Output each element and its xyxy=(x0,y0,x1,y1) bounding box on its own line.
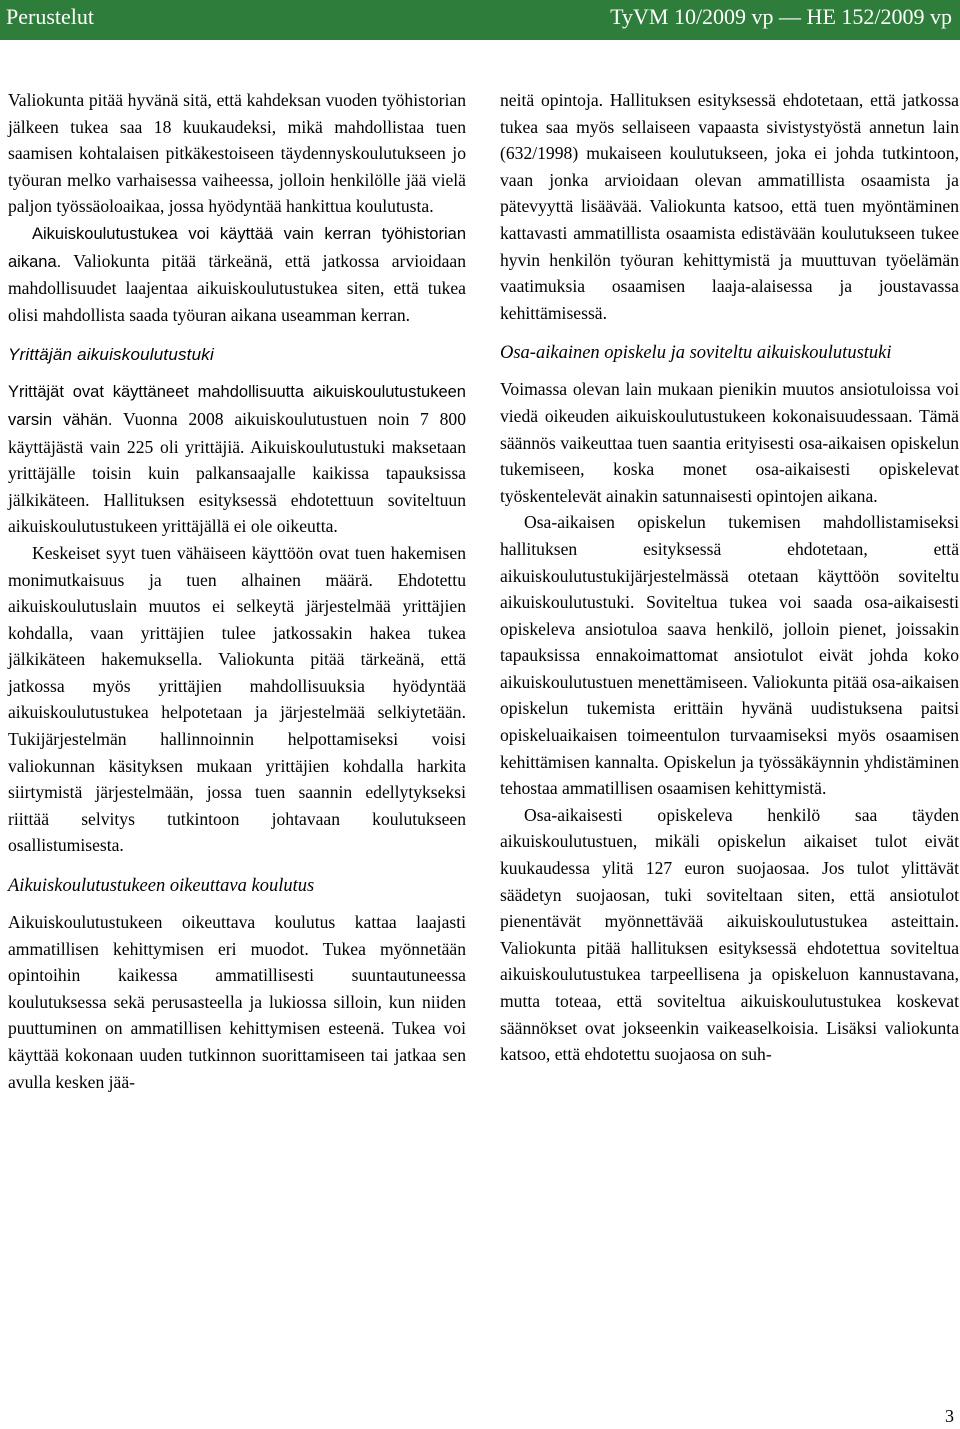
paragraph: Osa-aikaisen opiskelun tukemisen mahdollistamiseksi hallituksen esityksessä ehdotetaan, että aikuiskoulutustukijärjestelmässä otetaan käyttöön soviteltu aikuiskoulutustuki. Soviteltua tukea voi saada osa-aikaisesti opiskeleva ansiotuloa saava henkilö, jolloin pienet, joissakin tapauksissa ennakoimattomat ansiotulot eivät johda koko aikuiskoulutustuen menettämiseen. Valiokunta pitää osa-aikaisen opiskelun tukemista erittäin hyvänä uudistuksena paitsi opiskeluaikaisen toimeentulon turvaamiseksi myös osaamisen kehittämisen kannalta. Opiskelun ja työssäkäynnin yhdistäminen tehostaa ammatillisen osaamisen kehittymistä. xyxy=(500,512,959,799)
section-heading: Osa-aikainen opiskelu ja soviteltu aikuiskoulutustuki xyxy=(500,343,892,364)
paragraph: Valiokunta pitää hyvänä sitä, että kahdeksan vuoden työhistorian jälkeen tukea saa 18 kuukaudeksi, mikä mahdollistaa tuen saamisen kohtalaisen pitkäkestoiseen täydennyskoulutukseen jo työuran melko varhaisessa vaiheessa, jolloin henkilölle jää vielä paljon työssäoloaikaa, jossa hyödyntää hankittua koulutusta. xyxy=(8,90,466,217)
paragraph-text: Vuonna 2008 aikuiskoulutustuen noin 7 800 käyttäjästä vain 225 oli yrittäjiä. Aikuiskoulutustuki maksetaan yrittäjälle toisin kuin palkansaajalle kaikissa tapauksissa jälkikäteen. Hallituksen esityksessä ehdotettuun soviteltuun aikuiskoulutustukeen yrittäjällä ei ole oikeutta. xyxy=(8,408,467,537)
paragraph: Keskeiset syyt tuen vähäiseen käyttöön ovat tuen hakemisen monimutkaisuus ja tuen alhainen määrä. Ehdotettu aikuiskoulutuslain muutos ei selkeytä järjestelmää yrittäjien kohdalla, vaan yrittäjien tulee jatkossakin hakea tukea jälkikäteen hakemuksella. Valiokunta pitää tärkeänä, että jatkossa myös yrittäjien mahdollisuuksia hyödyntää aikuiskoulutustukea helpotetaan ja järjestelmää selkiytetään. Tukijärjestelmän hallinnoinnin helpottamiseksi voisi valiokunnan käsityksen mukaan yrittäjien kohdalla harkita siirtymistä järjestelmään, jossa tuen saannin edellytykseksi riittää selvitys tutkintoon johtavaan koulutukseen osallistumisesta. xyxy=(8,542,466,856)
section-heading: Aikuiskoulutustukeen oikeuttava koulutus xyxy=(8,876,315,897)
paragraph xyxy=(8,378,466,540)
sans-text: Yrittäjät ovat käyttäneet mahdollisuutta aikuiskoulutustukeen varsin vähän. xyxy=(8,383,466,429)
page-number: 3 xyxy=(945,1406,954,1426)
section-label: Perustelut xyxy=(6,4,94,29)
paragraph: Voimassa olevan lain mukaan pienikin muutos ansiotuloissa voi viedä oikeuden aikuiskoulutustukeen kokonaisuudessaan. Tämä säännös vaikeuttaa tuen saantia erityisesti osa-aikaisen opiskelun tukemiseen, koska monet osa-aikaisesti opiskelevat työskentelevät ainakin satunnaisesti opintojen aikana. xyxy=(500,379,959,506)
paragraph xyxy=(8,220,466,328)
sans-text: Aikuiskoulutustukea voi käyttää vain kerran työhistorian aikana. xyxy=(8,224,466,271)
paragraph: Aikuiskoulutustukeen oikeuttava koulutus kattaa laajasti ammatillisen kehittymisen eri muodot. Tukea myönnetään opintoihin kaikessa ammatillisesti suuntautuneessa koulutuksessa sekä perusasteella ja lukiossa silloin, kun niiden puuttuminen on ammatillisen kehittymisen esteenä. Tukea voi käyttää kokonaan uuden tutkinnon suorittamiseen tai jatkaa sen avulla kesken jää- xyxy=(8,912,466,1092)
document-reference: TyVM 10/2009 vp — HE 152/2009 vp xyxy=(610,4,952,29)
page-header xyxy=(0,0,960,40)
right-column xyxy=(500,87,959,1068)
section-heading: Yrittäjän aikuiskoulutustuki xyxy=(8,345,214,365)
paragraph-text: Valiokunta pitää tärkeänä, että jatkossa arvioidaan mahdollisuudet laajentaa aikuiskoulutustukea siten, että tukea olisi mahdollista saada työuran aikana useamman kerran. xyxy=(8,250,466,325)
left-column xyxy=(8,87,466,1095)
paragraph: neitä opintoja. Hallituksen esityksessä ehdotetaan, että jatkossa tukea saa myös sellaiseen vapaasta sivistystyöstä annetun lain (632/1998) mukaiseen koulutukseen, joka ei johda tutkintoon, vaan jonka arvioidaan olevan ammatillista osaamista ja pätevyyttä lisäävää. Valiokunta katsoo, että tuen myöntäminen kattavasti ammatillista osaamista edistävään koulutukseen tukee hyvin henkilön työuran kehittymistä ja muuttuvan työelämän vaatimuksia osaamisen laaja-alaisessa ja joustavassa kehittämisessä. xyxy=(500,90,959,323)
paragraph: Osa-aikaisesti opiskeleva henkilö saa täyden aikuiskoulutustuen, mikäli opiskelun aikaiset tulot eivät kuukaudessa ylitä 127 euron suojaosaa. Jos tulot ylittävät säädetyn suojaosan, tuki soviteltaan siten, että ansiotulot pienentävät myönnettävää aikuiskoulutustukea asteittain. Valiokunta pitää hallituksen esityksessä ehdotettua soviteltua aikuiskoulutustukea tarpeellisena ja opiskeluon kannustavana, mutta toteaa, että soviteltua aikuiskoulutustukea koskevat säännökset ovat jokseenkin vaikeaselkoisia. Lisäksi valiokunta katsoo, että ehdotettu suojaosa on suh- xyxy=(500,804,959,1065)
